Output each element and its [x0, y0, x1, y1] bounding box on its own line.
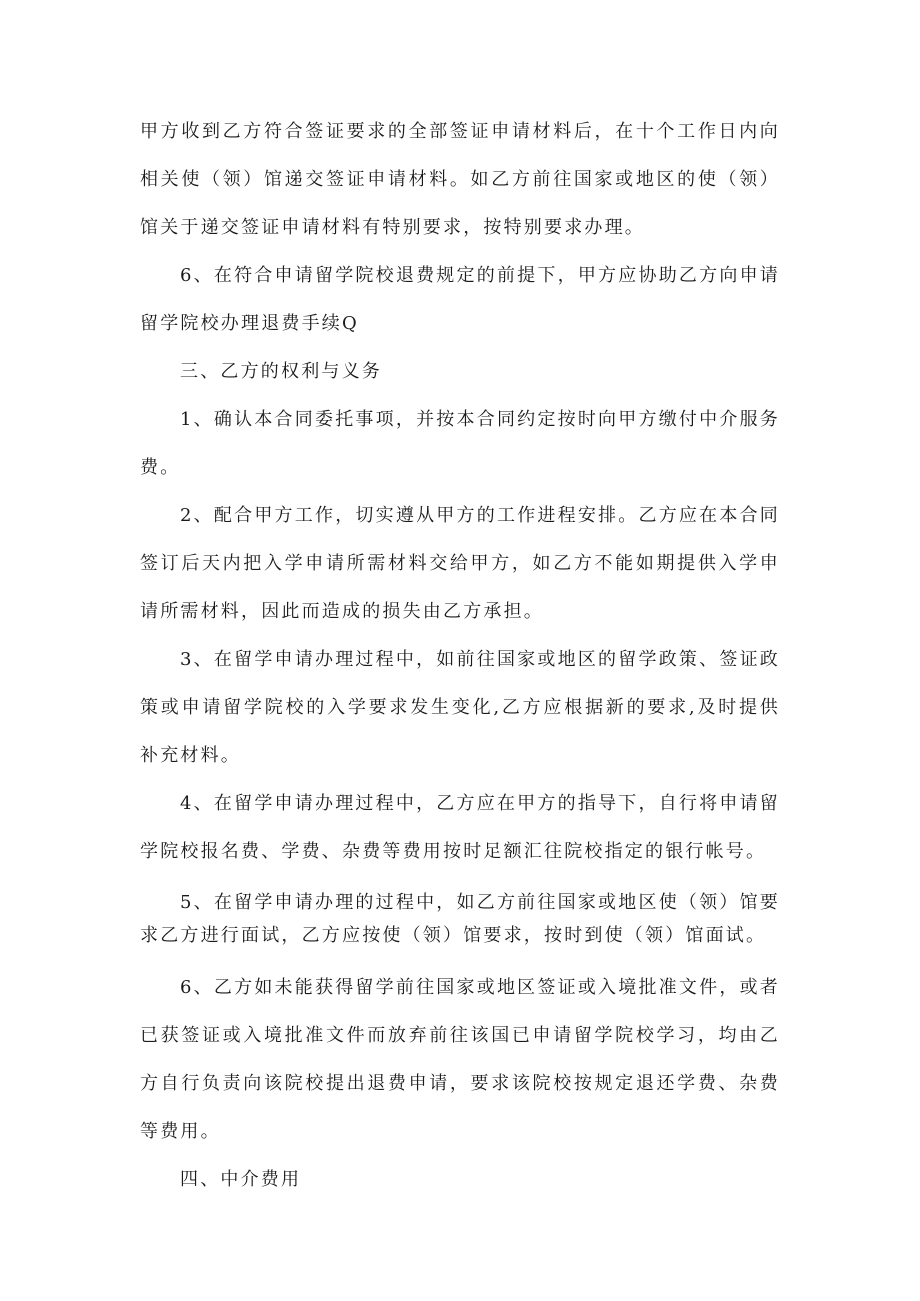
paragraph-clause-2: 2、配合甲方工作，切实遵从甲方的工作进程安排。乙方应在本合同签订后天内把入学申请所需材料交给甲方，如乙方不能如期提供入学申请所需材料，因此而造成的损失由乙方承担。 — [140, 505, 780, 622]
paragraph-clause-6: 6、乙方如未能获得留学前往国家或地区签证或入境批准文件，或者已获签证或入境批准文件而放弃前往该国已申请留学院校学习，均由乙方自行负责向该院校提出退费申请，要求该院校按规定退还学费、杂费等费用。 — [140, 977, 780, 1142]
paragraph-clause-4: 4、在留学申请办理过程中，乙方应在甲方的指导下，自行将申请留学院校报名费、学费、杂费等费用按时足额汇往院校指定的银行帐号。 — [140, 793, 780, 862]
paragraph-visa-submission: 甲方收到乙方符合签证要求的全部签证申请材料后，在十个工作日内向相关使（领）馆递交签证申请材料。如乙方前往国家或地区的使（领）馆关于递交签证申请材料有特别要求，按特别要求办理。 — [140, 121, 780, 238]
document-page — [140, 108, 780, 1204]
paragraph-clause-1: 1、确认本合同委托事项，并按本合同约定按时向甲方缴付中介服务费。 — [140, 409, 780, 478]
paragraph-clause-5: 5、在留学申请办理的过程中，如乙方前往国家或地区使（领）馆要求乙方进行面试，乙方应按使（领）馆要求，按时到使（领）馆面试。 — [140, 892, 780, 946]
paragraph-clause-3: 3、在留学申请办理过程中，如前往国家或地区的留学政策、签证政策或申请留学院校的入学要求发生变化,乙方应根据新的要求,及时提供补充材料。 — [140, 649, 780, 766]
paragraph-refund-assistance: 6、在符合申请留学院校退费规定的前提下，甲方应协助乙方向申请留学院校办理退费手续Q — [140, 265, 780, 334]
section-heading-agency-fees: 四、中介费用 — [180, 1169, 302, 1190]
section-heading-party-b-rights: 三、乙方的权利与义务 — [180, 361, 382, 382]
